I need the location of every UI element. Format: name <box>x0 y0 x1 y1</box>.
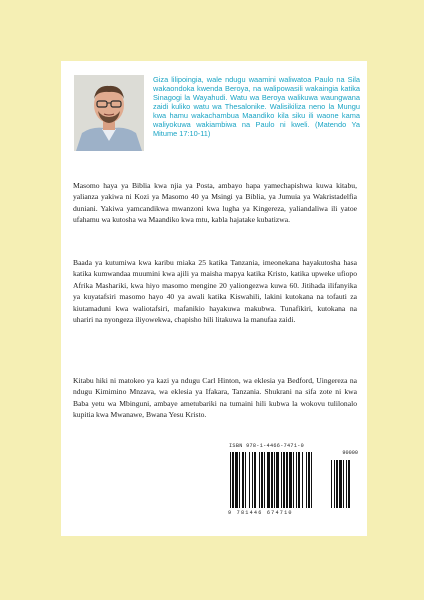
barcode-addon-bar <box>339 460 342 508</box>
isbn-label: ISBN 978-1-4466-7471-0 <box>229 443 305 449</box>
barcode-bar <box>276 452 279 508</box>
barcode-bar <box>308 452 310 508</box>
barcode-bar <box>271 452 273 508</box>
barcode-bar <box>267 452 270 508</box>
description-paragraph-2: Baada ya kutumiwa kwa karibu miaka 25 katika Tanzania, imeonekana hayakutosha hasa katika kumwandaa muumini kwa ajili ya maisha mapya katika Kristo, katika upweke ufiopo Afrika Mashariki, kwa hiyo masomo mengine 20 yaliongezwa kuwa 60. Jitihada ilifanyika ya kuyatafsiri masomo hayo 40 ya awali katika Kiswahili, lakini kutokana na tofauti za kiutamaduni kwa waliotafsiri, mafanikio hayakuwa makubwa. Tunafikiri, kutokana na uhariri na nyongeza iliyowekwa, chapisho hili litakuwa la manufaa zaidi. <box>73 258 357 325</box>
barcode-bar <box>293 452 294 508</box>
barcode-bar <box>230 452 231 508</box>
barcode-bar <box>245 452 246 508</box>
barcode-addon-bar <box>334 460 335 508</box>
barcode-bar <box>311 452 312 508</box>
price-code: 90000 <box>342 450 358 456</box>
barcode-bar <box>286 452 288 508</box>
author-photo-icon <box>74 75 144 151</box>
barcode-bar <box>289 452 292 508</box>
barcode-bar <box>259 452 260 508</box>
barcode-bar <box>298 452 300 508</box>
barcode-addon-bar <box>343 460 344 508</box>
description-paragraph-3: Kitabu hiki ni matokeo ya kazi ya ndugu Carl Hinton, wa eklesia ya Bedford, Uingereza na ndugu Kimimino Mnzava, wa eklesia ya Ifakara, Tanzania. Shukrani na sifa zote ni kwa Baba yetu wa Mbinguni, ambaye ametubariki na tumaini hili kubwa la wokovu tulilonalo kupitia kwa Mwanawe, Bwana Yesu Kristo. <box>73 376 357 420</box>
description-paragraph-1: Masomo haya ya Biblia kwa njia ya Posta, ambayo hapa yamechapishwa kuwa kitabu, yalianza yakiwa ni Kozi ya Masomo 40 ya Msingi ya Biblia, ya Jumuia ya Wakristadelfia duniani. Yakiwa yamcandikwa mwanzoni kwa lugha ya Kingereza, yaliandaliwa ili yatoe ufahamu wa kutosha wa Maandiko kwa mtu, kabla hajatake kubatizwa. <box>73 181 357 225</box>
barcode-bar <box>235 452 238 508</box>
barcode-digits: 9 781446 674710 <box>228 510 293 516</box>
barcode-addon-bar <box>331 460 332 508</box>
barcode-addon-bar <box>348 460 350 508</box>
barcode-bar <box>254 452 256 508</box>
barcode-addon-bar <box>336 460 338 508</box>
barcode-addon-bar <box>346 460 347 508</box>
barcode-bar <box>249 452 250 508</box>
barcode-bar <box>281 452 282 508</box>
barcode-bar <box>239 452 240 508</box>
barcode-bar <box>261 452 263 508</box>
isbn-barcode <box>227 442 361 520</box>
barcode-bar <box>274 452 275 508</box>
barcode-bar <box>302 452 303 508</box>
back-cover-page <box>61 61 367 536</box>
barcode-bar <box>264 452 265 508</box>
barcode-bar <box>283 452 285 508</box>
barcode-bar <box>232 452 234 508</box>
barcode-bars <box>227 452 361 508</box>
barcode-bar <box>252 452 253 508</box>
scripture-quote: Giza lilipoingia, wale ndugu waamini waliwatoa Paulo na Sila wakaondoka kwenda Beroya, na walipowasili wakaingia katika Sinagogi la Wayahudi. Watu wa Beroya walikuwa waungwana zaidi kuliko watu wa Thesalonike. Walisikiliza neno la Mungu kwa hamu wakachambua Maandiko kila siku ili waone kama waliyokuwa wakiambiwa na Paulo ni kweli. (Matendo Ya Mitume 17:10-11) <box>153 75 360 138</box>
barcode-bar <box>296 452 297 508</box>
barcode-bar <box>306 452 307 508</box>
barcode-bar <box>242 452 244 508</box>
